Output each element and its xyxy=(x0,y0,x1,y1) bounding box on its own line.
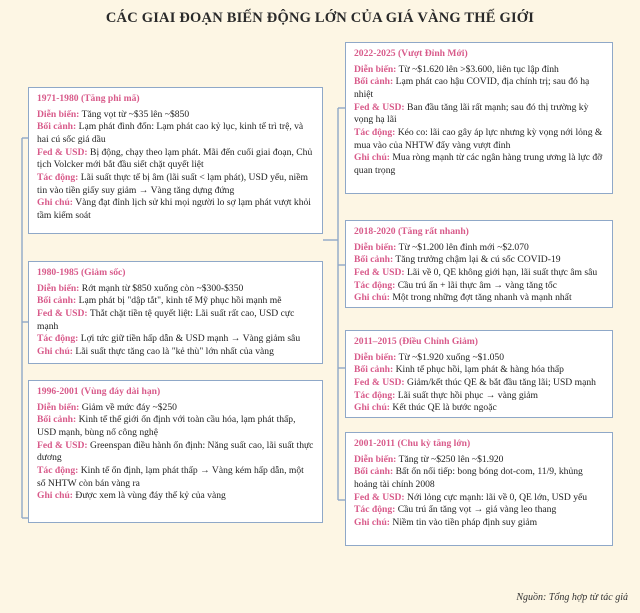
detail-label: Tác động: xyxy=(354,279,396,291)
period-detail-row xyxy=(354,390,604,403)
period-title: 1996-2001 (Vùng đáy dài hạn) xyxy=(37,386,161,397)
period-detail-row xyxy=(354,492,604,505)
period-detail-row xyxy=(354,377,604,390)
period-card-1996-2001 xyxy=(28,380,323,523)
period-detail-row xyxy=(354,292,604,305)
detail-value: Giảm về mức đáy ~$250 xyxy=(81,401,177,413)
period-detail-row xyxy=(354,402,604,415)
detail-value: Nới lỏng cực mạnh: lãi về 0, QE lớn, USD yếu xyxy=(407,491,588,503)
detail-label: Ghi chú: xyxy=(354,292,390,304)
detail-value: Ban đầu tăng lãi rất mạnh; sau đó thị trường kỳ vọng hạ lãi xyxy=(354,101,589,126)
period-detail-row xyxy=(37,109,314,122)
detail-value: Greenspan điều hành ổn định: Năng suất cao, lãi suất thực dương xyxy=(37,439,314,464)
detail-label: Diễn biến: xyxy=(37,108,80,120)
detail-value: Mua ròng mạnh từ các ngân hàng trung ương là lực đỡ quan trọng xyxy=(354,152,603,176)
period-title: 2018-2020 (Tăng rất nhanh) xyxy=(354,226,469,237)
detail-label: Bối cảnh: xyxy=(354,254,394,266)
period-title: 2022-2025 (Vượt Đỉnh Mới) xyxy=(354,48,468,59)
detail-label: Tác động: xyxy=(37,464,79,476)
period-detail-row xyxy=(354,102,604,127)
detail-value: Vàng đạt đỉnh lịch sử khi mọi người lo sợ lạm phát vượt khỏi tầm kiểm soát xyxy=(37,197,311,221)
detail-value: Tăng vọt từ ~$35 lên ~$850 xyxy=(81,108,190,120)
detail-label: Bối cảnh: xyxy=(354,76,394,88)
detail-label: Fed & USD: xyxy=(354,101,405,113)
detail-label: Ghi chú: xyxy=(354,152,390,164)
detail-label: Tác động: xyxy=(354,126,396,138)
detail-value: Từ ~$1.200 lên đỉnh mới ~$2.070 xyxy=(398,241,529,253)
detail-value: Cầu trú ẩn tăng vọt → giá vàng leo thang xyxy=(397,504,557,516)
period-title: 1971-1980 (Tăng phi mã) xyxy=(37,93,140,104)
detail-label: Bối cảnh: xyxy=(37,295,77,307)
detail-label: Fed & USD: xyxy=(37,307,88,319)
period-detail-row xyxy=(37,147,314,172)
detail-label: Fed & USD: xyxy=(37,146,88,158)
page-title: CÁC GIAI ĐOẠN BIẾN ĐỘNG LỚN CỦA GIÁ VÀNG THẾ GIỚI xyxy=(105,10,535,26)
detail-label: Diễn biến: xyxy=(37,401,80,413)
period-detail-row xyxy=(354,76,604,101)
detail-label: Ghi chú: xyxy=(37,197,73,209)
period-detail-row xyxy=(37,490,314,503)
period-detail-row xyxy=(37,333,314,346)
detail-label: Bối cảnh: xyxy=(37,121,77,133)
detail-value: Niềm tin vào tiền pháp định suy giảm xyxy=(392,516,538,528)
period-detail-row xyxy=(354,517,604,530)
detail-label: Tác động: xyxy=(354,389,396,401)
detail-value: Lạm phát cao hậu COVID, địa chính trị; sau đó hạ nhiệt xyxy=(354,76,590,100)
detail-value: Kinh tế ổn định, lạm phát thấp → Vàng kém hấp dẫn, một số NHTW còn bán vàng ra xyxy=(37,464,304,489)
period-detail-row xyxy=(37,283,314,296)
period-detail-row xyxy=(354,352,604,365)
detail-value: Kinh tế phục hồi, lạm phát & hàng hóa thấp xyxy=(395,364,564,376)
detail-label: Ghi chú: xyxy=(37,345,73,357)
detail-value: Lợi tức giữ tiền hấp dẫn & USD mạnh → Vàng giảm sâu xyxy=(80,333,301,345)
period-detail-row xyxy=(37,465,314,490)
period-title: 2011–2015 (Điều Chỉnh Giảm) xyxy=(354,336,478,347)
period-detail-row xyxy=(354,267,604,280)
detail-label: Diễn biến: xyxy=(354,63,397,75)
detail-label: Diễn biến: xyxy=(37,282,80,294)
detail-label: Bối cảnh: xyxy=(37,414,77,426)
detail-label: Diễn biến: xyxy=(354,351,397,363)
period-detail-row xyxy=(37,172,314,197)
period-detail-row xyxy=(354,152,604,177)
detail-label: Diễn biến: xyxy=(354,241,397,253)
period-card-2001-2011 xyxy=(345,432,613,546)
detail-label: Fed & USD: xyxy=(354,376,405,388)
period-detail-row xyxy=(37,308,314,333)
detail-label: Fed & USD: xyxy=(37,439,88,451)
detail-value: Bất ổn nối tiếp: bong bóng dot-com, 11/9, khủng hoảng tài chính 2008 xyxy=(354,466,583,490)
detail-value: Cầu trú ẩn + lãi thực âm → vàng tăng tốc xyxy=(397,279,557,291)
detail-value: Thắt chặt tiền tệ quyết liệt: Lãi suất rất cao, USD cực mạnh xyxy=(37,307,295,332)
source-note: Nguồn: Tổng hợp từ tác giả xyxy=(516,592,628,603)
period-detail-row xyxy=(354,466,604,491)
detail-value: Kéo co: lãi cao gây áp lực nhưng kỳ vọng nới lỏng & mua vào của NHTW đẩy vàng vượt đỉnh xyxy=(354,126,603,151)
detail-value: Lãi suất thực tế bị âm (lãi suất < lạm phát), USD yếu, niềm tin vào tiền giấy suy giảm → Vàng tăng dựng đứng xyxy=(37,171,308,196)
detail-value: Tăng trưởng chậm lại & cú sốc COVID-19 xyxy=(395,254,561,266)
period-detail-row xyxy=(37,346,314,359)
period-detail-row xyxy=(354,127,604,152)
period-detail-row xyxy=(37,414,314,439)
detail-label: Ghi chú: xyxy=(354,402,390,414)
period-title: 1980-1985 (Giảm sốc) xyxy=(37,267,126,278)
period-card-2011-2015 xyxy=(345,330,613,418)
period-detail-row xyxy=(37,402,314,415)
detail-label: Ghi chú: xyxy=(37,490,73,502)
detail-label: Bối cảnh: xyxy=(354,466,394,478)
period-detail-row xyxy=(354,242,604,255)
detail-value: Lãi suất thực hồi phục → vàng giảm xyxy=(397,389,538,401)
detail-value: Một trong những đợt tăng nhanh và mạnh nhất xyxy=(392,292,572,304)
detail-value: Từ ~$1.920 xuống ~$1.050 xyxy=(398,351,505,363)
detail-value: Lãi về 0, QE không giới hạn, lãi suất thực âm sâu xyxy=(407,266,598,278)
detail-value: Kết thúc QE là bước ngoặc xyxy=(392,402,497,414)
detail-value: Giảm/kết thúc QE & bắt đầu tăng lãi; USD mạnh xyxy=(407,376,596,388)
period-detail-row xyxy=(354,454,604,467)
detail-value: Lạm phát đình đốn: Lạm phát cao kỷ lục, kinh tế trì trệ, và hai cú sốc giá dầu xyxy=(37,121,304,145)
detail-label: Diễn biến: xyxy=(354,453,397,465)
period-card-1971-1980 xyxy=(28,87,323,234)
period-detail-row xyxy=(37,197,314,222)
detail-value: Bị động, chạy theo lạm phát. Mãi đến cuối giai đoạn, Chủ tịch Volcker mới bắt đầu siết chặt quyết liệt xyxy=(37,146,313,171)
detail-value: Lạm phát bị "dập tắt", kinh tế Mỹ phục hồi mạnh mẽ xyxy=(78,295,282,307)
period-detail-row xyxy=(37,440,314,465)
detail-label: Ghi chú: xyxy=(354,516,390,528)
period-detail-row xyxy=(354,280,604,293)
period-card-2022-2025 xyxy=(345,42,613,194)
period-detail-row xyxy=(354,254,604,267)
detail-label: Tác động: xyxy=(354,504,396,516)
detail-value: Tăng từ ~$250 lên ~$1.920 xyxy=(398,453,504,465)
period-title: 2001-2011 (Chu kỳ tăng lớn) xyxy=(354,438,471,449)
detail-value: Kinh tế thế giới ổn định với toàn cầu hóa, lạm phát thấp, USD mạnh, bùng nổ công nghệ xyxy=(37,414,296,438)
period-detail-row xyxy=(354,364,604,377)
period-detail-row xyxy=(37,121,314,146)
period-detail-row xyxy=(37,295,314,308)
detail-label: Fed & USD: xyxy=(354,266,405,278)
detail-value: Từ ~$1.620 lên >$3.600, liên tục lập đỉnh xyxy=(398,63,559,75)
period-detail-row xyxy=(354,504,604,517)
detail-label: Tác động: xyxy=(37,171,79,183)
detail-value: Lãi suất thực tăng cao là "kẻ thù" lớn nhất của vàng xyxy=(75,345,274,357)
detail-label: Bối cảnh: xyxy=(354,364,394,376)
detail-value: Được xem là vùng đáy thế kỷ của vàng xyxy=(75,490,226,502)
detail-label: Fed & USD: xyxy=(354,491,405,503)
detail-value: Rớt mạnh từ $850 xuống còn ~$300-$350 xyxy=(81,282,244,294)
period-detail-row xyxy=(354,64,604,77)
detail-label: Tác động: xyxy=(37,333,79,345)
period-card-1980-1985 xyxy=(28,261,323,364)
period-card-2018-2020 xyxy=(345,220,613,308)
